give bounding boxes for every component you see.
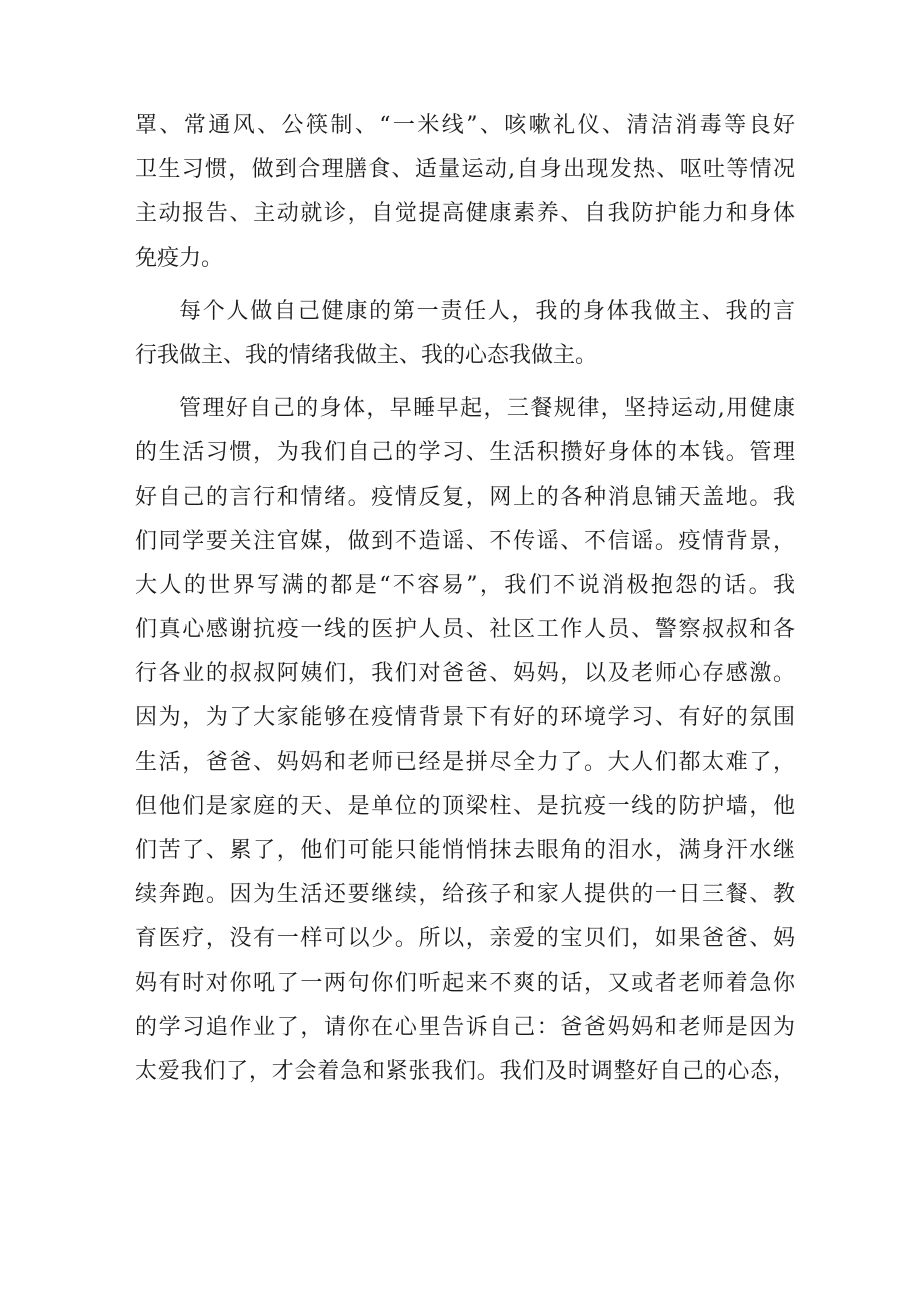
- text-line: 们真心感谢抗疫一线的医护人员、社区工作人员、警察叔叔和各: [135, 617, 795, 643]
- text-line: 们同学要关注官媒，做到不造谣、不传谣、不信谣。疫情背景，: [135, 528, 795, 554]
- paragraph-spacer: [135, 378, 795, 387]
- text-line: 主动报告、主动就诊，自觉提高健康素养、自我防护能力和身体: [135, 201, 795, 227]
- paragraph-hygiene-habits: [135, 104, 795, 281]
- text-line: 生活，爸爸、妈妈和老师已经是拼尽全力了。大人们都太难了，: [135, 749, 795, 775]
- text-line: 管理好自己的身体，早睡早起，三餐规律，坚持运动,用健康: [179, 396, 795, 422]
- paragraph-spacer: [135, 281, 795, 290]
- text-line: 育医疗，没有一样可以少。所以，亲爱的宝贝们，如果爸爸、妈: [135, 926, 795, 952]
- text-line: 免疫力。: [135, 245, 224, 271]
- text-line: 行各业的叔叔阿姨们，我们对爸爸、妈妈，以及老师心存感激。: [135, 661, 795, 687]
- text-line: 的生活习惯，为我们自己的学习、生活积攒好身体的本钱。管理: [135, 440, 795, 466]
- text-line: 好自己的言行和情绪。疫情反复，网上的各种消息铺天盖地。我: [135, 484, 795, 510]
- text-line: 卫生习惯，做到合理膳食、适量运动,自身出现发热、呕吐等情况: [135, 157, 795, 183]
- paragraph-manage-yourself: [135, 387, 795, 1094]
- text-line: 因为，为了大家能够在疫情背景下有好的环境学习、有好的氛围: [135, 705, 795, 731]
- text-line: 太爱我们了，才会着急和紧张我们。我们及时调整好自己的心态，: [135, 1058, 795, 1084]
- text-line: 妈有时对你吼了一两句你们听起来不爽的话，又或者老师着急你: [135, 970, 795, 996]
- text-line: 但他们是家庭的天、是单位的顶梁柱、是抗疫一线的防护墙，他: [135, 793, 795, 819]
- text-line: 大人的世界写满的都是“不容易”，我们不说消极抱怨的话。我: [135, 572, 795, 598]
- paragraph-first-responsible: [135, 290, 795, 378]
- text-line: 每个人做自己健康的第一责任人，我的身体我做主、我的言: [179, 298, 795, 324]
- document-body: [135, 104, 795, 1094]
- text-line: 们苦了、累了，他们可能只能悄悄抹去眼角的泪水，满身汗水继: [135, 838, 795, 863]
- text-line: 罩、常通风、公筷制、“一米线”、咳嗽礼仪、清洁消毒等良好: [135, 113, 795, 138]
- text-line: 的学习追作业了，请你在心里告诉自己：爸爸妈妈和老师是因为: [135, 1014, 795, 1040]
- text-line: 行我做主、我的情绪我做主、我的心态我做主。: [135, 342, 598, 368]
- text-line: 续奔跑。因为生活还要继续，给孩子和家人提供的一日三餐、教: [135, 882, 795, 908]
